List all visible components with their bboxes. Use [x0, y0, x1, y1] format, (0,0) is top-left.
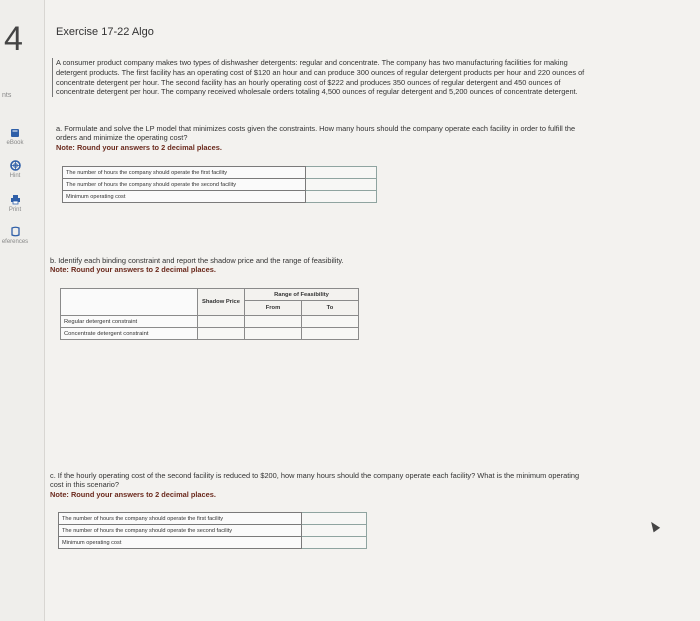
printer-icon — [10, 194, 21, 205]
shadow-price-header: Shadow Price — [198, 289, 245, 316]
part-a-min-cost-input[interactable] — [309, 191, 373, 199]
part-b-text: b. Identify each binding constraint and report the shadow price and the range of feasibility. — [50, 256, 344, 265]
part-b-question — [50, 256, 590, 275]
table-row — [63, 167, 377, 179]
print-tool[interactable] — [0, 194, 30, 213]
part-c-question — [50, 471, 590, 499]
concentrate-range-to-input[interactable] — [305, 328, 355, 336]
table-row — [59, 525, 367, 537]
main-content — [44, 0, 700, 621]
regular-range-to-input[interactable] — [305, 316, 355, 324]
part-a-second-facility-hours-input[interactable] — [309, 179, 373, 187]
references-label: eferences — [1, 239, 29, 245]
part-a-question — [56, 124, 596, 152]
ebook-label: eBook — [6, 140, 24, 146]
exercise-title: Exercise 17-22 Algo — [56, 26, 154, 38]
part-b-note: Note: Round your answers to 2 decimal places. — [50, 265, 216, 275]
part-a-row-1-label: The number of hours the company should operate the first facility — [63, 167, 306, 179]
table-row — [61, 289, 359, 301]
hint-tool[interactable] — [0, 160, 30, 179]
concentrate-shadow-price-input[interactable] — [201, 328, 241, 336]
table-row — [61, 316, 359, 328]
part-c-row-1-label: The number of hours the company should operate the first facility — [59, 513, 302, 525]
part-a-row-2-label: The number of hours the company should operate the second facility — [63, 179, 306, 191]
references-tool[interactable] — [0, 226, 30, 245]
part-c-min-cost-input[interactable] — [305, 537, 363, 545]
regular-shadow-price-input[interactable] — [201, 316, 241, 324]
question-number: 4 — [4, 20, 23, 58]
part-c-first-facility-hours-input[interactable] — [305, 513, 363, 521]
part-c-note: Note: Round your answers to 2 decimal places. — [50, 489, 216, 499]
table-row — [59, 513, 367, 525]
sidebar — [0, 0, 45, 621]
regular-constraint-label: Regular detergent constraint — [61, 316, 198, 328]
part-c-second-facility-hours-input[interactable] — [305, 525, 363, 533]
table-row — [63, 191, 377, 203]
lifebuoy-icon — [10, 160, 21, 171]
exercise-intro: A consumer product company makes two types of dishwasher detergents: regular and concentrate. The company has two manufacturing facilities for making detergent products. The first facility has an operating cost of $120 an hour and can produce 300 ounces of regular detergent products per hour and 220 ounces of concentrate detergent per hour. The second facility has an hourly operating cost of $222 and produces 350 ounces of regular detergent and 450 ounces of concentrate detergent per hour. The company received wholesale orders totaling 4,500 ounces of regular detergent and 5,200 ounces of concentrate detergent. — [52, 58, 596, 97]
part-c-text: c. If the hourly operating cost of the second facility is reduced to $200, how many hours should the company operate each facility? What is the minimum operating cost in this scenario? — [50, 471, 580, 490]
part-c-row-3-label: Minimum operating cost — [59, 537, 302, 549]
mouse-cursor-icon — [648, 520, 660, 533]
concentrate-range-from-input[interactable] — [248, 328, 298, 336]
part-a-row-3-label: Minimum operating cost — [63, 191, 306, 203]
hint-label: Hint — [9, 173, 21, 179]
part-a-table — [62, 166, 377, 203]
part-a-text: a. Formulate and solve the LP model that minimizes costs given the constraints. How many hours should the company operate each facility in order to fulfill the orders and minimize the operating cost? — [56, 124, 576, 143]
part-a-first-facility-hours-input[interactable] — [309, 167, 373, 175]
range-feasibility-header: Range of Feasibility — [245, 289, 359, 301]
points-label: nts — [2, 92, 12, 99]
regular-range-from-input[interactable] — [248, 316, 298, 324]
table-row — [63, 179, 377, 191]
to-header: To — [302, 301, 359, 316]
print-label: Print — [8, 207, 22, 213]
part-a-note: Note: Round your answers to 2 decimal places. — [56, 142, 222, 152]
part-c-table — [58, 512, 367, 549]
part-c-row-2-label: The number of hours the company should operate the second facility — [59, 525, 302, 537]
book-icon — [10, 128, 20, 138]
concentrate-constraint-label: Concentrate detergent constraint — [61, 328, 198, 340]
references-icon — [10, 226, 21, 237]
table-row — [61, 328, 359, 340]
table-row — [59, 537, 367, 549]
part-b-table — [60, 288, 359, 340]
from-header: From — [245, 301, 302, 316]
ebook-tool[interactable] — [0, 128, 30, 146]
